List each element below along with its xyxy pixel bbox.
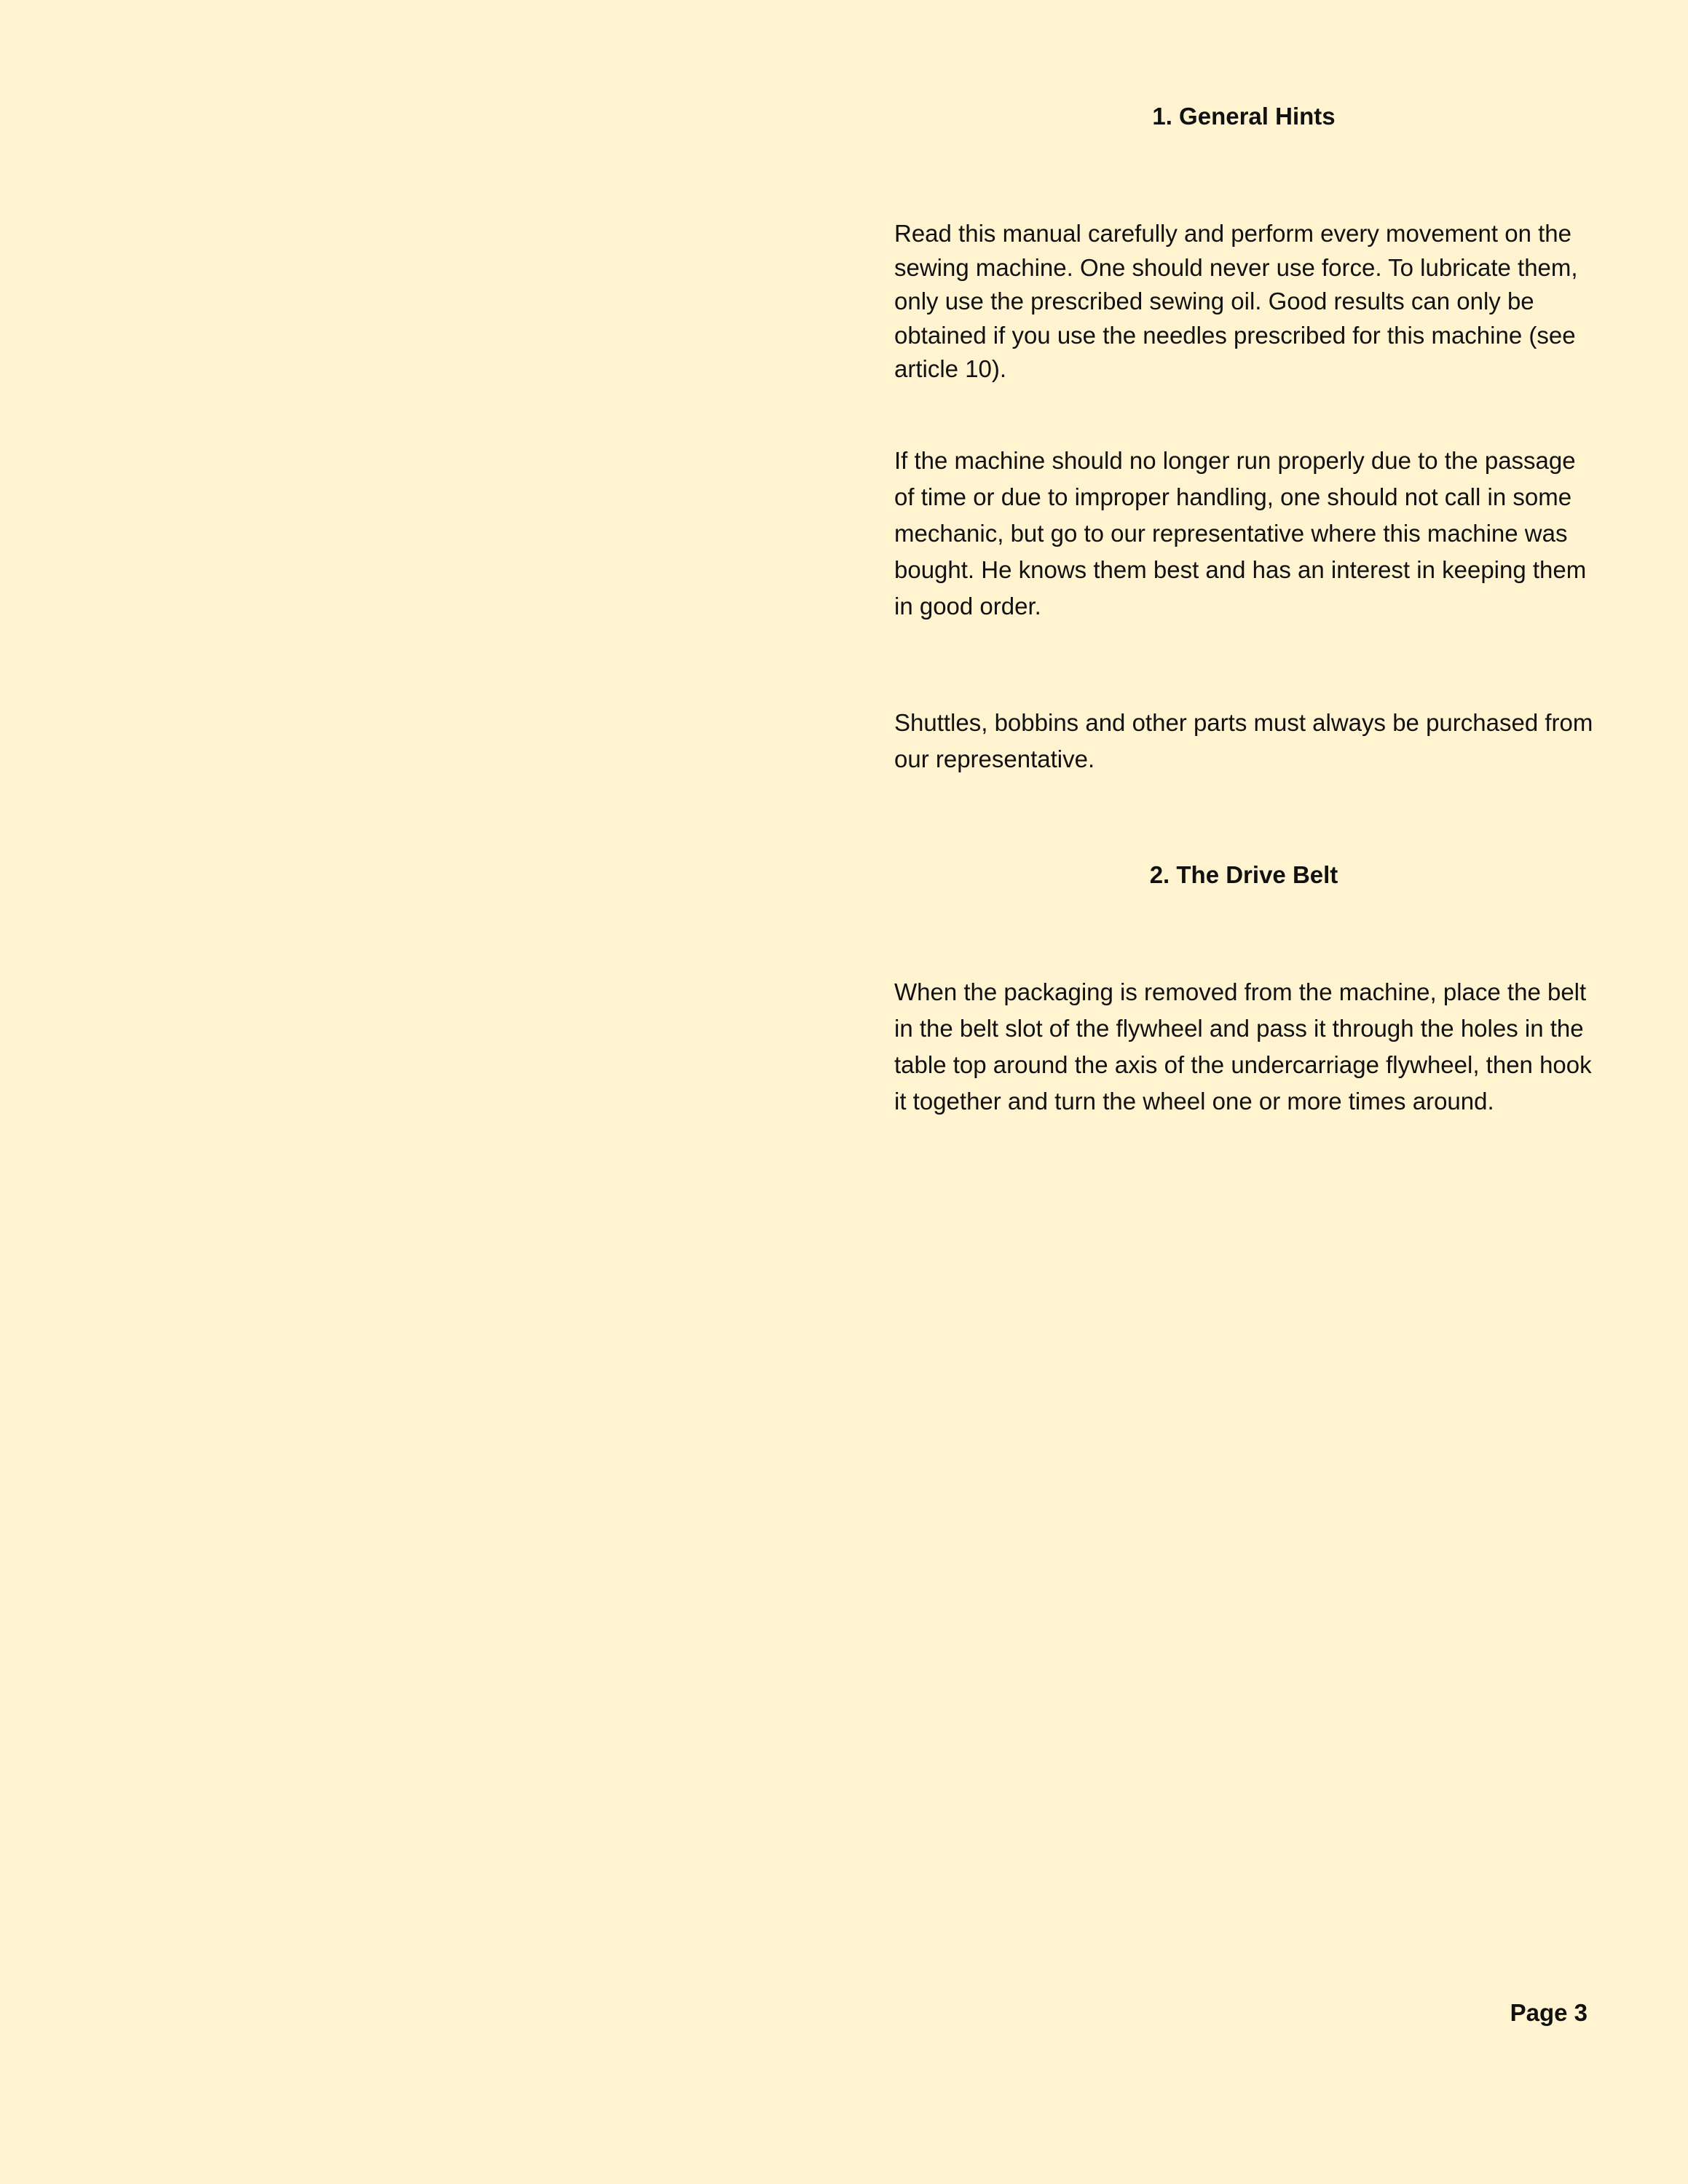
section-heading-general-hints: 1. General Hints [1152, 103, 1336, 130]
paragraph-general-hints-2: If the machine should no longer run properly due to the passage of time or due to improper handling, one should not call in some mechanic, but go to our representative where this machine was bought. He knows them best and has an interest in keeping them in good order. [894, 447, 1587, 620]
section-heading-drive-belt: 2. The Drive Belt [1149, 861, 1338, 888]
paragraph-drive-belt-1: When the packaging is removed from the machine, place the belt in the belt slot of the flywheel and pass it through the holes in the table top around the axis of the undercarriage flywheel, then hook it together and turn the wheel one or more times around. [894, 978, 1592, 1115]
paragraph-general-hints-1: Read this manual carefully and perform every movement on the sewing machine. One should never use force. To lubricate them, only use the prescribed sewing oil. Good results can only be obtained if you use the needles prescribed for this machine (see article 10). [894, 220, 1578, 382]
paragraph-general-hints-3: Shuttles, bobbins and other parts must always be purchased from our representative. [894, 709, 1593, 772]
page-number: Page 3 [1510, 1999, 1588, 2026]
